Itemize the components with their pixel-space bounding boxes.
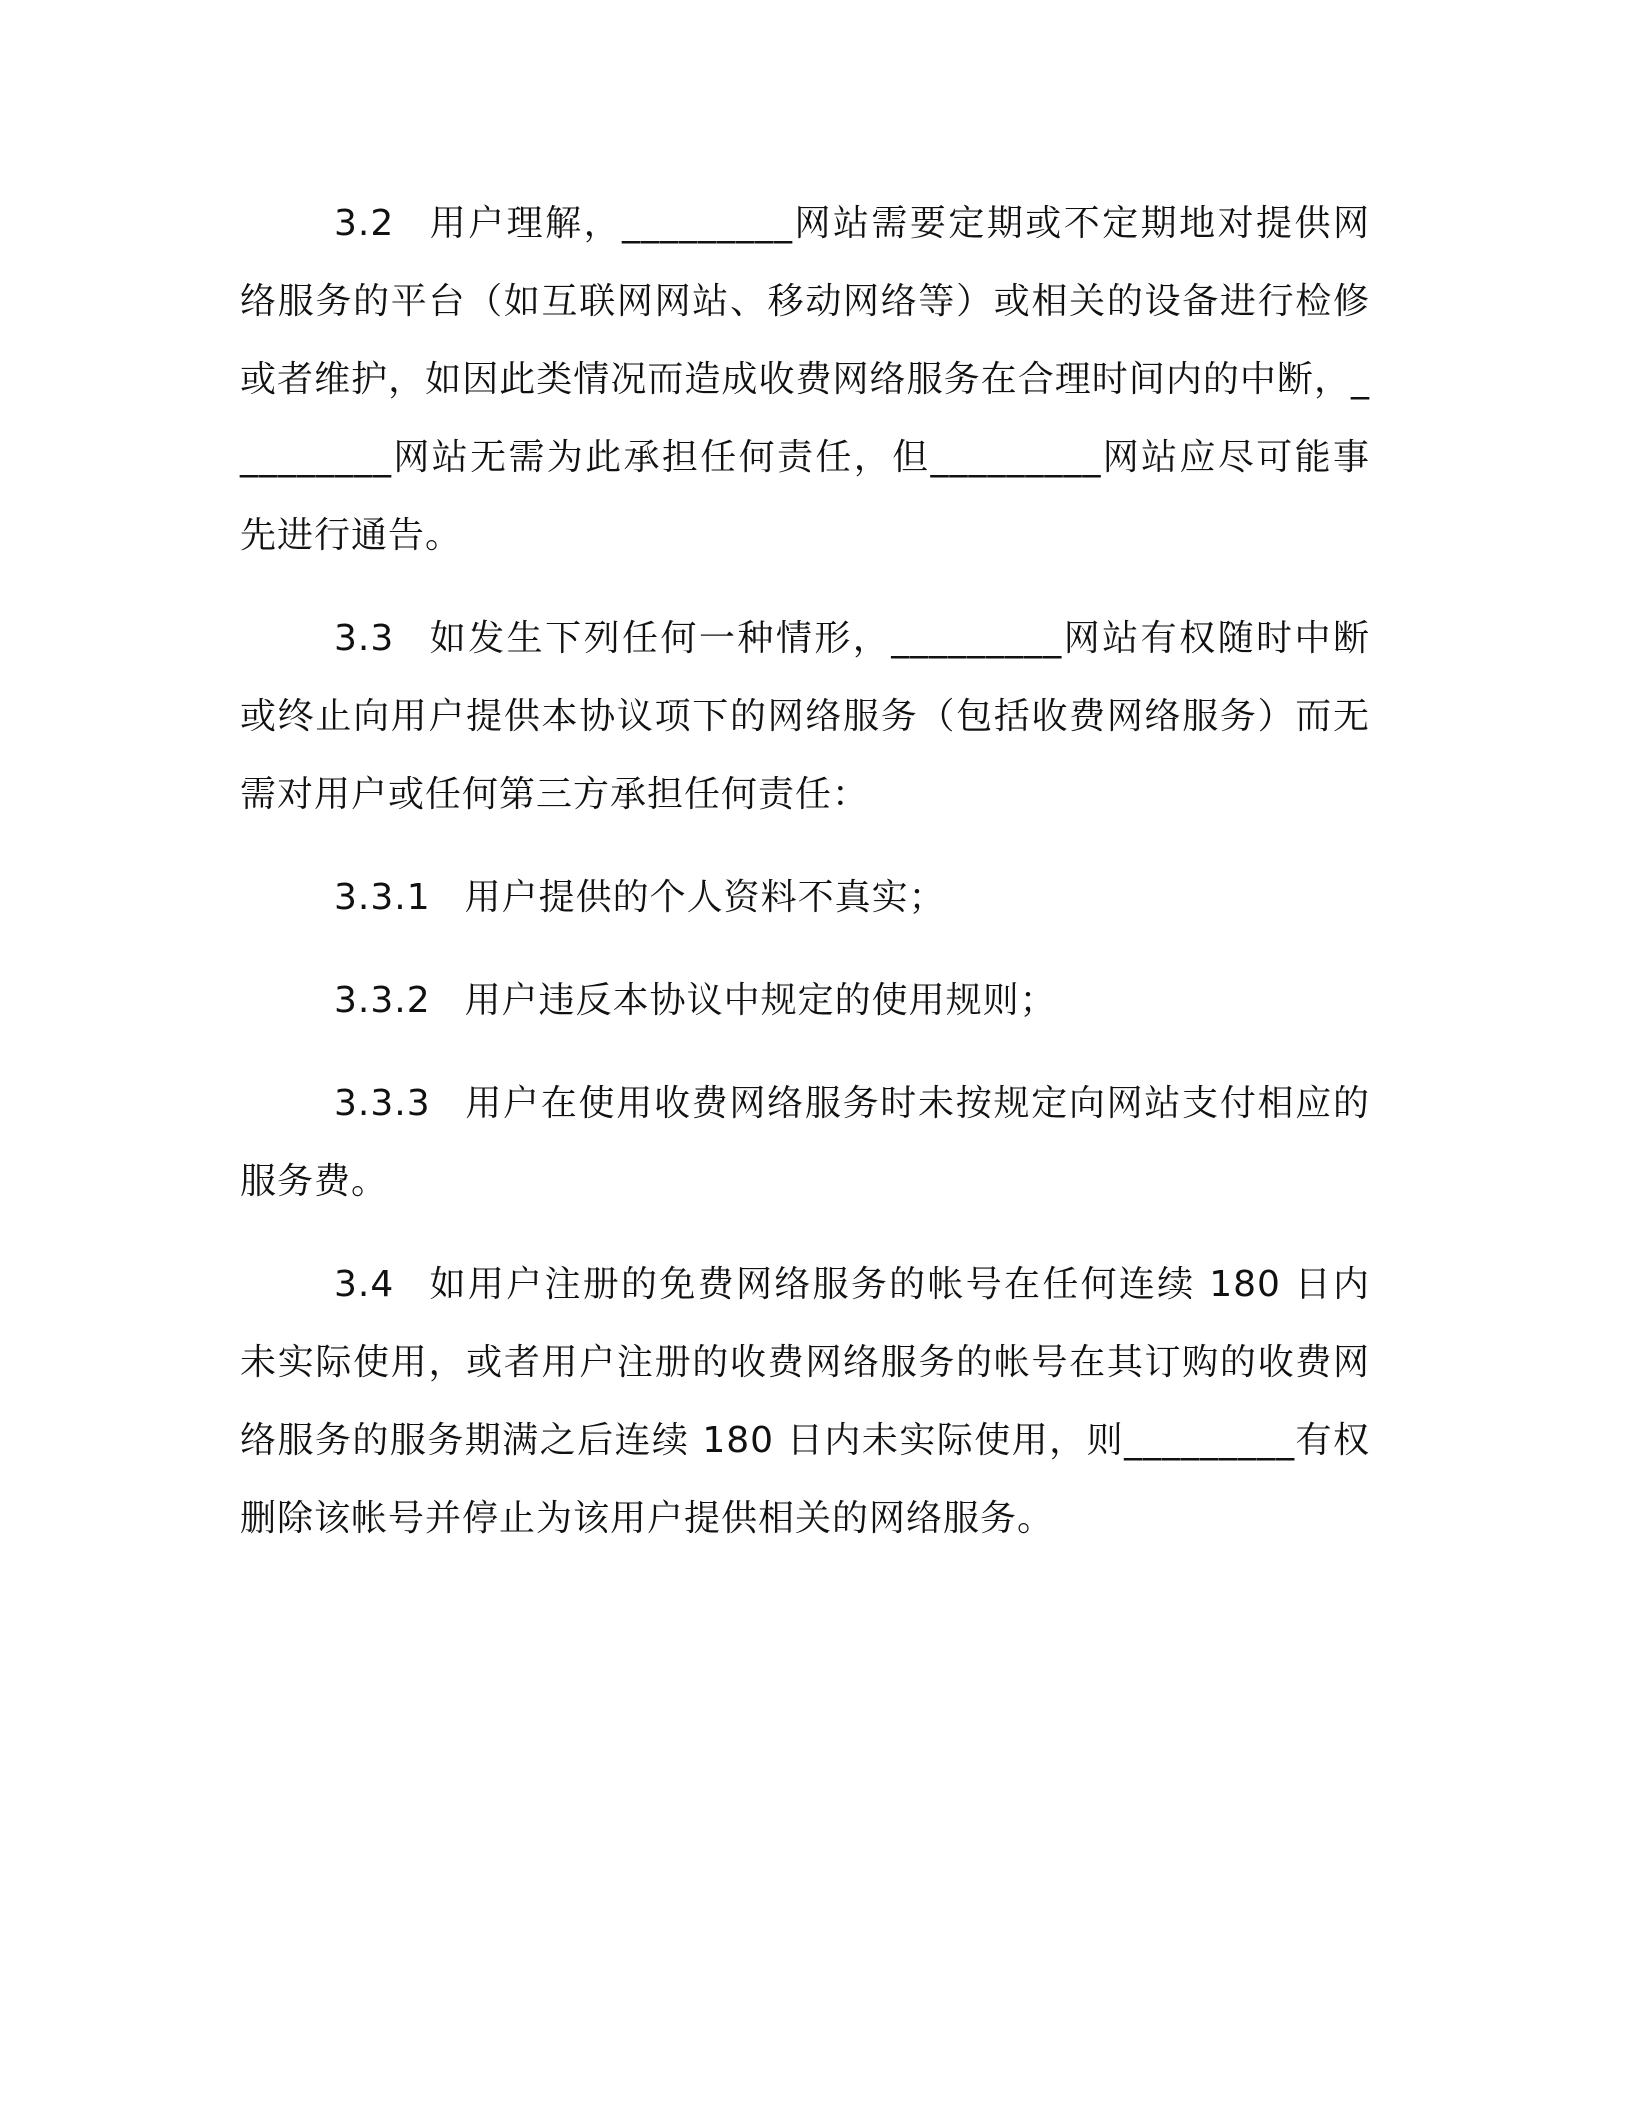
section-number: 3.3.1 bbox=[334, 877, 431, 918]
section-text: 网站应尽可能事先进行通告。 bbox=[240, 437, 1370, 556]
document-body bbox=[240, 185, 1370, 1558]
section-text: 有权删除该帐号并停止为该用户提供相关的网络服务。 bbox=[240, 1420, 1370, 1539]
section-text: 用户理解， bbox=[428, 203, 623, 244]
section-3-3 bbox=[240, 600, 1370, 834]
section-3-3-2 bbox=[240, 962, 1370, 1040]
section-text: 用户违反本协议中规定的使用规则； bbox=[464, 980, 1057, 1021]
section-text: 网站有权随时中断或终止向用户提供本协议项下的网络服务（包括收费网络服务）而无需对用户或任何第三方承担任何责任： bbox=[240, 618, 1370, 815]
section-number: 3.3 bbox=[334, 618, 395, 659]
section-text: 如发生下列任何一种情形， bbox=[428, 618, 892, 659]
section-text: 网站需要定期或不定期地对提供网络服务的平台（如互联网网站、移动网络等）或相关的设备进行检修或者维护，如因此类情况而造成收费网络服务在合理时间内的中断， bbox=[240, 203, 1370, 400]
paragraph-spacing bbox=[240, 937, 1370, 962]
section-3-3-3 bbox=[240, 1065, 1370, 1221]
paragraph-spacing bbox=[240, 1040, 1370, 1065]
paragraph-spacing bbox=[240, 834, 1370, 859]
paragraph-spacing bbox=[240, 575, 1370, 600]
section-number: 3.3.2 bbox=[334, 980, 431, 1021]
section-text: 如用户注册的免费网络服务的帐号在任何连续 180 日内未实际使用，或者用户注册的收费网络服务的帐号在其订购的收费网络服务的服务期满之后连续 180 日内未实际使用，则 bbox=[240, 1264, 1370, 1461]
paragraph-spacing bbox=[240, 1221, 1370, 1246]
section-text: 用户提供的个人资料不真实； bbox=[464, 877, 946, 918]
section-3-4 bbox=[240, 1246, 1370, 1558]
section-number: 3.2 bbox=[334, 203, 395, 244]
blank-line: _________ bbox=[930, 437, 1102, 478]
blank-line: _________ bbox=[1124, 1420, 1296, 1461]
blank-line: _________ bbox=[240, 359, 1370, 478]
section-text: 用户在使用收费网络服务时未按规定向网站支付相应的服务费。 bbox=[240, 1083, 1370, 1202]
section-number: 3.4 bbox=[334, 1264, 395, 1305]
blank-line: _________ bbox=[891, 618, 1063, 659]
section-text: 网站无需为此承担任何责任，但 bbox=[392, 437, 931, 478]
blank-line: _________ bbox=[622, 203, 794, 244]
section-number: 3.3.3 bbox=[334, 1083, 431, 1124]
section-3-2 bbox=[240, 185, 1370, 575]
section-3-3-1 bbox=[240, 859, 1370, 937]
